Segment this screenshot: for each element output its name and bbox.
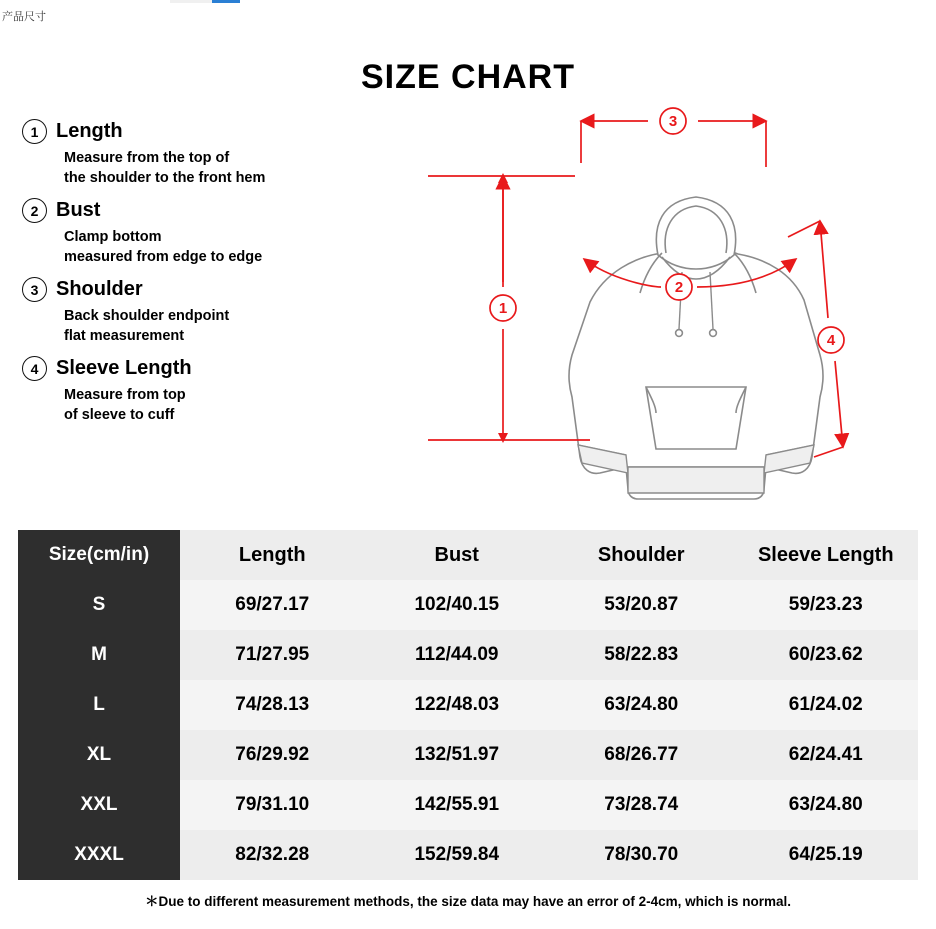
cell-shoulder: 53/20.87 [549,580,734,630]
cell-size: S [18,580,180,630]
cell-shoulder: 58/22.83 [549,630,734,680]
legend-head [22,119,382,144]
legend-title: Sleeve Length [56,357,192,379]
legend-desc-line: of sleeve to cuff [64,407,175,423]
circle-number-icon: 1 [22,119,47,144]
cell-size: L [18,680,180,730]
legend-desc-line: the shoulder to the front hem [64,170,266,186]
legend-head [22,198,382,223]
legend-head [22,356,382,381]
cell-shoulder: 68/26.77 [549,730,734,780]
legend-title: Shoulder [56,278,143,300]
table-header-length: Length [180,530,365,580]
hem-shading [628,467,764,493]
cell-bust: 132/51.97 [365,730,550,780]
legend-desc [64,385,382,425]
table-header-bust: Bust [365,530,550,580]
cell-length: 76/29.92 [180,730,365,780]
marker-1-label: 1 [498,300,508,317]
cell-length: 74/28.13 [180,680,365,730]
legend-item-sleeve-length [22,356,382,425]
topbar [0,0,936,22]
footnote: ＊Due to different measurement methods, the size data may have an error of 2-4cm, which is normal. [145,894,791,909]
table-body [18,580,918,880]
cell-shoulder: 73/28.74 [549,780,734,830]
cell-sleeve: 61/24.02 [734,680,919,730]
legend-title: Length [56,120,123,142]
cell-size: XL [18,730,180,780]
table-header-shoulder: Shoulder [549,530,734,580]
legend-desc [64,227,382,267]
cell-sleeve: 60/23.62 [734,630,919,680]
size-table [18,530,918,880]
legend-desc-line: flat measurement [64,328,185,344]
table-row [18,780,918,830]
circle-number-icon: 2 [22,198,47,223]
legend-desc [64,306,382,346]
legend-desc-line: Back shoulder endpoint [64,308,230,324]
cell-size: XXL [18,780,180,830]
tab-underline-active[interactable] [212,0,240,3]
legend-list [22,119,382,435]
table-row [18,830,918,880]
cell-bust: 112/44.09 [365,630,550,680]
page-title: SIZE CHART [361,58,575,96]
table-header-row [18,530,918,580]
marker-2-label: 2 [674,279,684,296]
legend-desc-line: Measure from the top of [64,150,230,166]
cell-bust: 152/59.84 [365,830,550,880]
circle-number-icon: 3 [22,277,47,302]
legend-title: Bust [56,199,101,221]
legend-desc-line: Clamp bottom [64,229,162,245]
cell-bust: 102/40.15 [365,580,550,630]
cell-length: 69/27.17 [180,580,365,630]
cell-length: 79/31.10 [180,780,365,830]
table-row [18,730,918,780]
circle-number-icon: 4 [22,356,47,381]
chart-content [0,97,936,507]
marker-3-label: 3 [668,113,678,130]
table-row [18,580,918,630]
table-row [18,680,918,730]
legend-head [22,277,382,302]
marker-4-label: 4 [826,332,836,349]
hoodie-diagram [400,97,920,507]
cell-size: M [18,630,180,680]
cell-bust: 122/48.03 [365,680,550,730]
cell-sleeve: 63/24.80 [734,780,919,830]
cell-shoulder: 63/24.80 [549,680,734,730]
legend-desc-line: Measure from top [64,387,186,403]
cell-sleeve: 64/25.19 [734,830,919,880]
cell-sleeve: 59/23.23 [734,580,919,630]
table-header-sleeve-length: Sleeve Length [734,530,919,580]
topbar-label: 产品尺寸 [2,10,46,23]
cell-length: 71/27.95 [180,630,365,680]
table-row [18,630,918,680]
table-header-size: Size(cm/in) [18,530,180,580]
legend-desc-line: measured from edge to edge [64,249,263,265]
cell-shoulder: 78/30.70 [549,830,734,880]
legend-item-length [22,119,382,188]
table-head [18,530,918,580]
cell-size: XXXL [18,830,180,880]
cell-length: 82/32.28 [180,830,365,880]
legend-item-shoulder [22,277,382,346]
cell-sleeve: 62/24.41 [734,730,919,780]
cell-bust: 142/55.91 [365,780,550,830]
legend-desc [64,148,382,188]
legend-item-bust [22,198,382,267]
size-table-wrap [18,530,918,880]
